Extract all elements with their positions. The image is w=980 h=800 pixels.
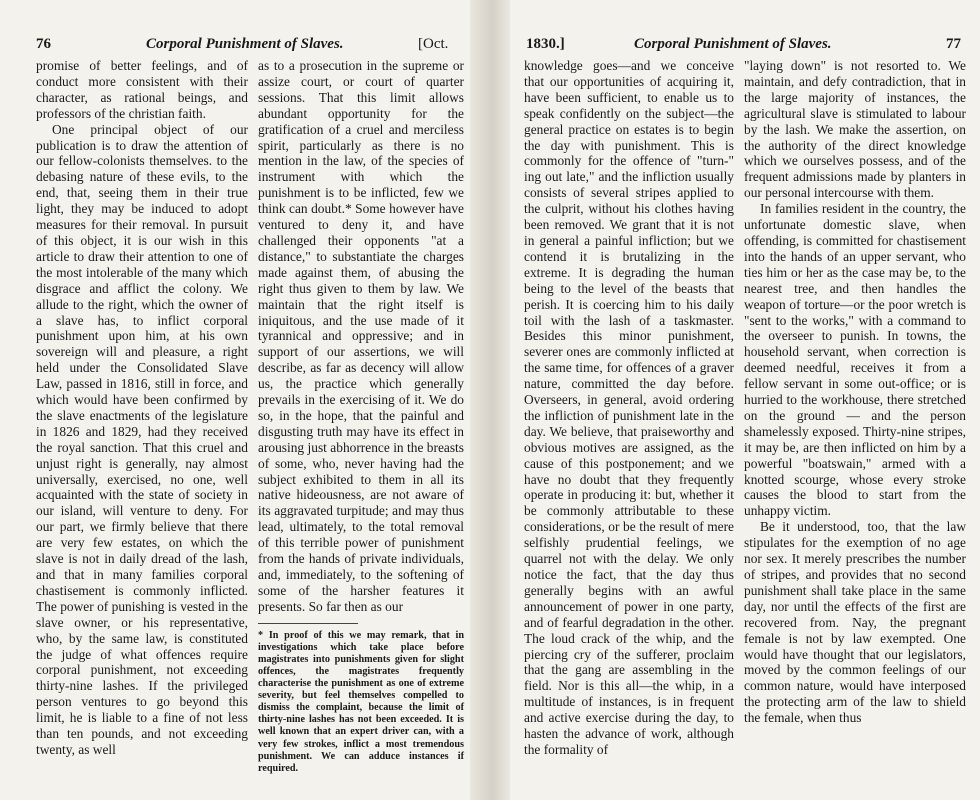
left-column-1 xyxy=(36,58,248,758)
right-page xyxy=(510,0,980,800)
paragraph: One principal object of our publication is to draw the attention of our fellow-colonists themselves. to the debasing nature of these evils, to the end, that, seeing them in their true light, they may be induced to adopt measures for their removal. In pursuit of this object, it is our wish in this article to draw their attention to one of the most intolerable of the many which disgrace and afflict the colony. We allude to the right, which the owner of a slave has, to inflict corporal punishment upon him, at his own sovereign will and pleasure, a right held under the Consolidated Slave Law, passed in 1816, still in force, and which would have been confirmed by the slave enactments of the legislature in 1826 and 1829, had they received the royal sanction. That this cruel and unjust right is generally, nay almost universally, exercised, no one, well acquainted with the state of society in our island, will venture to deny. For our part, we firmly believe that there are very few estates, on which the slave is not in daily dread of the lash, and that in many families corporal chastisement is commonly inflicted. The power of punishing is vested in the slave owner, or his representative, who, by the same law, is constituted the judge of what offences require corporal punishment, not exceeding thirty-nine lashes. If the privileged person ventures to go beyond this limit, he is liable to a fine of not less than ten pounds, and not exceeding twenty, as well xyxy=(36,121,248,757)
left-page xyxy=(0,0,470,800)
right-column-2 xyxy=(744,58,966,726)
page-number: 77 xyxy=(946,36,961,52)
running-title: Corporal Punishment of Slaves. xyxy=(146,36,344,52)
running-title: Corporal Punishment of Slaves. xyxy=(634,36,832,52)
paragraph: Be it understood, too, that the law stipulates for the exemption of no age nor sex. It merely prescribes the number of stripes, and provides that no second punishment shall take place in the same day, nor until the effects of the first are recovered from. Nay, the pregnant female is not by law exempted. One would have thought that our legislators, moved by the common feelings of our common nature, would have interposed the protecting arm of the law to shield the female, when thus xyxy=(744,519,966,726)
footnote-divider xyxy=(258,623,358,624)
paragraph: promise of better feelings, and of conduct more consistent with their character, as rational beings, and professors of the christian faith. xyxy=(36,58,248,121)
right-column-1 xyxy=(524,58,734,758)
paragraph: In families resident in the country, the unfortunate domestic slave, when offending, is committed for chastisement into the hands of an upper servant, who ties him or her as the case may be, to the nearest tree, and then handles the weapon of torture—or the poor wretch is "sent to the works," with a command to the overseer to punish. In towns, the household servant, when correction is deemed needful, receives it from a fellow servant in some out-office; or is hurried to the workhouse, there stretched on the ground — and the person shamelessly exposed. Thirty-nine stripes, it may be, are then inflicted on him by a powerful "boatswain," armed with a knotted scourge, whose every stroke causes the blood to start from the unhappy victim. xyxy=(744,201,966,519)
running-month: [Oct. xyxy=(418,36,449,52)
left-column-2 xyxy=(258,58,464,775)
page-number: 76 xyxy=(36,36,51,52)
paragraph: as to a prosecution in the supreme or assize court, or court of quarter sessions. That this limit allows abundant opportunity for the gratification of a cruel and merciless spirit, particularly as there is no mention in the law, of the species of instrument with which the punishment is to be inflicted, few we think can doubt.* Some however have ventured to deny it, and have challenged their opponents "at a distance," to substantiate the charges made against them, of abusing the right thus given to them by law. We maintain that the right itself is iniquitous, and the use made of it tyrannical and oppressive; and in support of our assertions, we will describe, as far as decency will allow us, the practice which generally prevails in the exercising of it. We do so, in the hope, that the painful and disgusting truth may have its effect in arousing just abhorrence in the breasts of some, who, never having had the subject exhibited to them in all its native hideousness, are not aware of its aggravated turpitude; and may thus lead, ultimately, to the total removal of this terrible power of punishment from the hands of private individuals, and, immediately, to the softening of some of the harsher features it presents. So far then as our xyxy=(258,58,464,614)
footnote: * In proof of this we may remark, that in investigations which take place before magistrates into punishments given for slight offences, the magistrates frequently characterise the punishment as one of extreme severity, but feel themselves compelled to dismiss the complaint, because the limit of thirty-nine lashes has not been exceeded. It is well known that an expert driver can, with a very few strokes, inflict a most tremendous punishment. We can adduce instances if required. xyxy=(258,629,464,774)
right-running-head xyxy=(510,34,980,54)
paragraph: knowledge goes—and we conceive that our opportunities of acquiring it, have been sufficient, to enable us to speak confidently on the subject—the general practice on estates is to begin the day with punishment. This is commonly for the offence of "turn-" ing out late," and the infliction usually consists of several stripes applied to the culprit, without his clothes having been removed. We grant that it is not in general a painful infliction; but we contend it is brutalizing in the extreme. It is degrading the human being to the level of the beasts that perish. It is coercing him to his daily toil with the lash of a taskmaster. Besides this minor punishment, severer ones are commonly inflicted at the same time, for offences of a graver nature, committed the day before. Overseers, in general, avoid ordering the infliction of punishment late in the day. We believe, that praiseworthy and obvious motives are assigned, as the cause of this postponement; and we have no doubt that they frequently operate in producing it: but, whether it be commonly attributable to these considerations, or be the result of mere selfishly prudential feelings, we quarrel not with the delay. We only notice the fact, that the day thus generally begins with an awful announcement of power in one party, and of fearful degradation in the other. The loud crack of the whip, and the piercing cry of the sufferer, proclaim that the gang are assembling in the field. Nor is this all—the whip, in a multitude of instances, is in frequent and active exercise during the day, to hasten the advance of work, although the formality of xyxy=(524,58,734,757)
book-gutter xyxy=(470,0,510,800)
running-year: 1830.] xyxy=(526,36,565,52)
left-running-head xyxy=(0,34,470,54)
paragraph: "laying down" is not resorted to. We maintain, and defy contradiction, that in the large majority of instances, the agricultural slave is stimulated to labour by the lash. We make the assertion, on the authority of the direct knowledge which we ourselves possess, and of the frequent admissions made by planters in our personal intercourse with them. xyxy=(744,58,966,201)
